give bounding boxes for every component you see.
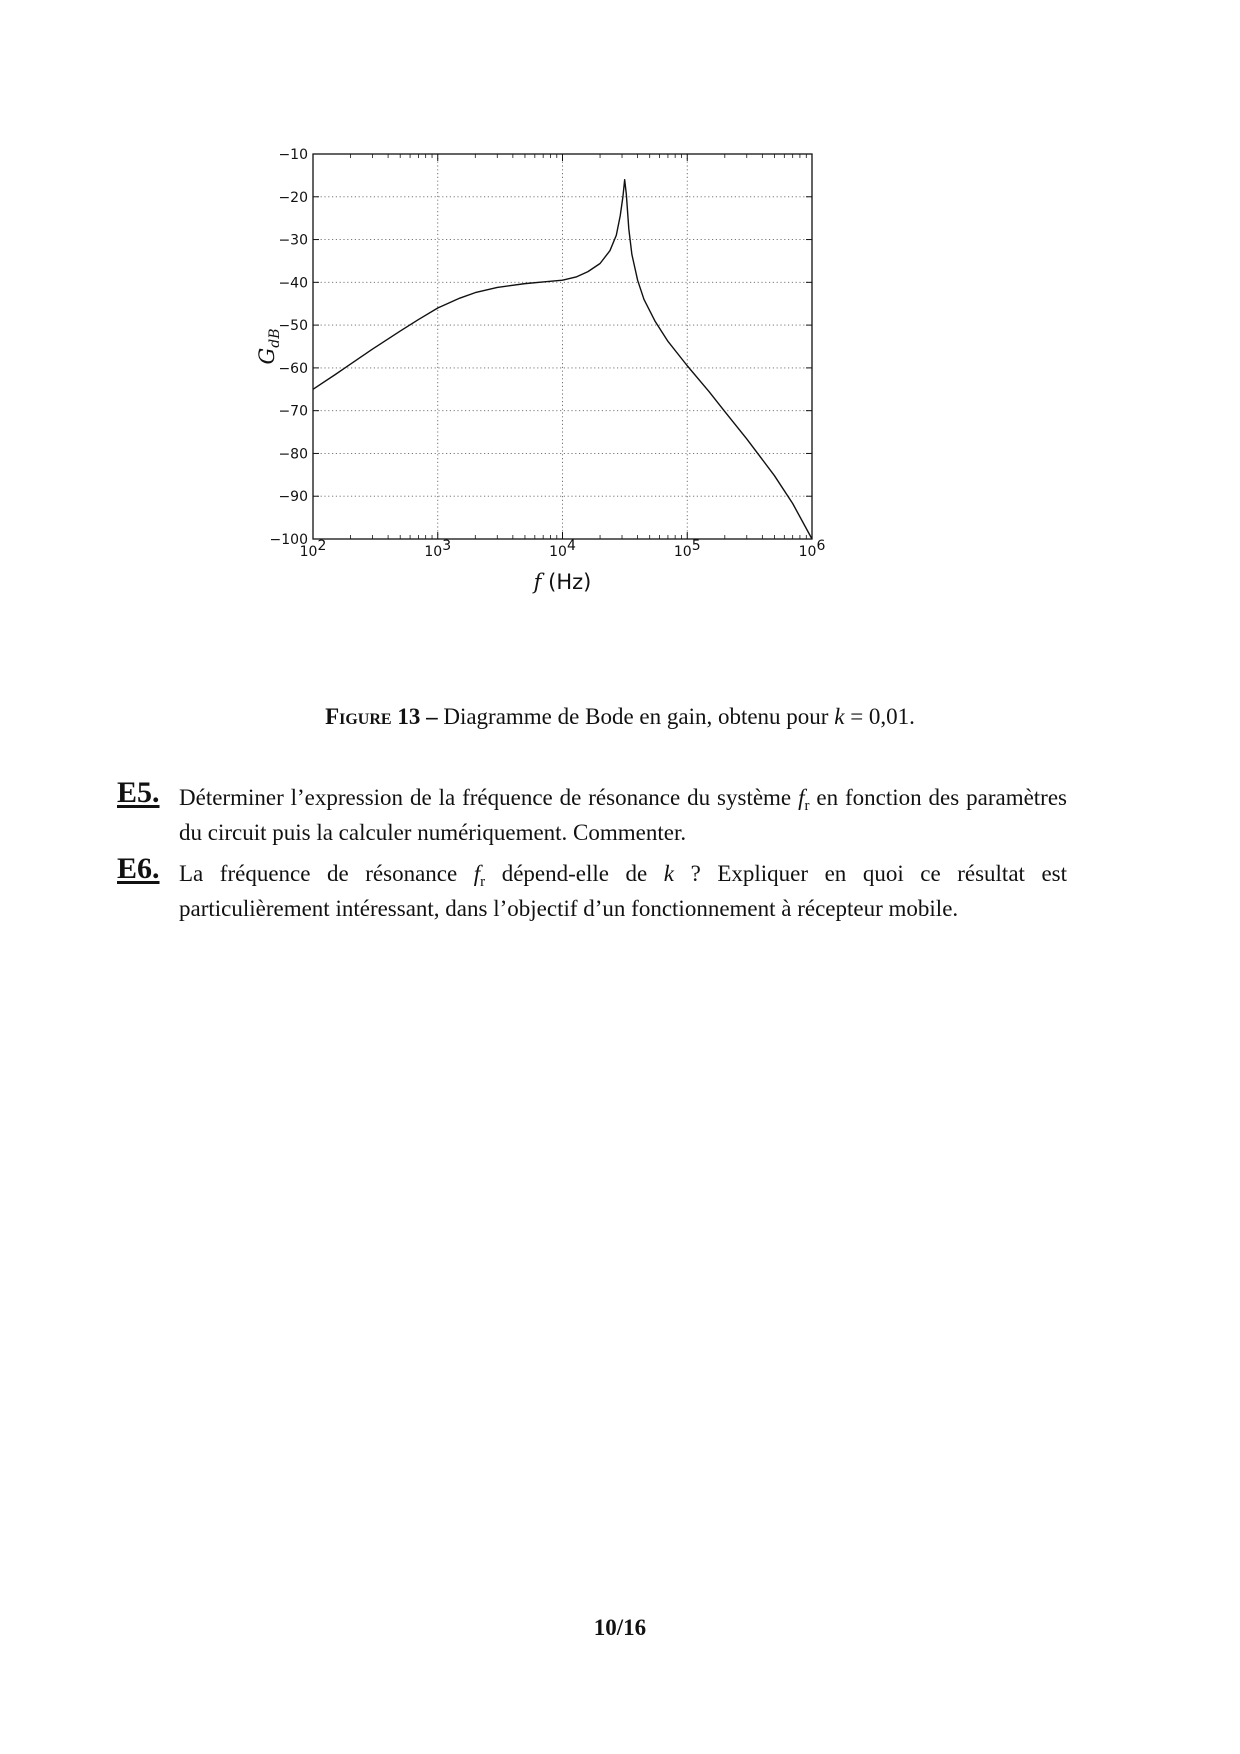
caption-text-after: = 0,01. — [844, 704, 915, 729]
math-variable: k — [663, 861, 675, 886]
math-variable: f — [473, 861, 481, 886]
y-tick-label: −40 — [278, 275, 308, 292]
figure-label: Figure — [325, 704, 392, 729]
y-axis-label: $G_{dB}$ — [255, 328, 283, 365]
page-number: 10/16 — [593, 1615, 647, 1640]
caption-variable: k — [834, 704, 845, 729]
x-tick-labels — [300, 538, 826, 560]
chart-minor-ticks — [351, 154, 807, 539]
math-subscript: r — [480, 874, 486, 890]
x-tick-label: 103 — [424, 538, 452, 560]
x-tick-label: 104 — [549, 538, 576, 560]
figure-caption — [0, 704, 1240, 730]
y-tick-label: −100 — [269, 532, 308, 548]
caption-text-before: Diagramme de Bode en gain, obtenu pour — [443, 704, 835, 729]
y-tick-label: −10 — [278, 147, 308, 163]
question-text — [179, 858, 1067, 924]
y-tick-label: −50 — [278, 318, 308, 335]
x-axis-label: f (Hz) — [533, 570, 592, 594]
math-variable: f — [798, 785, 805, 810]
y-tick-label: −20 — [278, 189, 308, 206]
question-text-part: en fonction des paramètres du circuit puis la calculer numériquement. Commenter. — [179, 785, 1067, 845]
y-tick-label: −70 — [278, 403, 308, 420]
question-label: E6. — [117, 852, 160, 885]
y-tick-label: −60 — [278, 360, 308, 377]
x-tick-label: 105 — [673, 538, 701, 560]
chart-grid — [313, 154, 812, 539]
question-text — [179, 782, 1067, 848]
math-subscript: r — [804, 798, 810, 814]
figure-number: 13 — [397, 704, 421, 729]
bode-gain-chart — [255, 147, 960, 670]
question-label: E5. — [117, 776, 160, 809]
question-text-part: La fréquence de résonance — [179, 861, 474, 886]
question-text-part: ? Expliquer en quoi ce résultat est particulièrement intéressant, dans l’objectif d’un fonctionnement à récepteur mobile. — [179, 861, 1068, 921]
y-tick-label: −90 — [278, 489, 308, 506]
y-tick-label: −80 — [278, 446, 308, 463]
x-tick-label: 106 — [798, 538, 826, 560]
y-tick-label: −30 — [278, 232, 308, 249]
question-text-part: Déterminer l’expression de la fréquence de résonance du système — [179, 785, 799, 810]
caption-dash: – — [420, 704, 444, 729]
x-tick-label: 102 — [299, 538, 327, 560]
question-text-part: dépend-elle de — [485, 861, 664, 886]
